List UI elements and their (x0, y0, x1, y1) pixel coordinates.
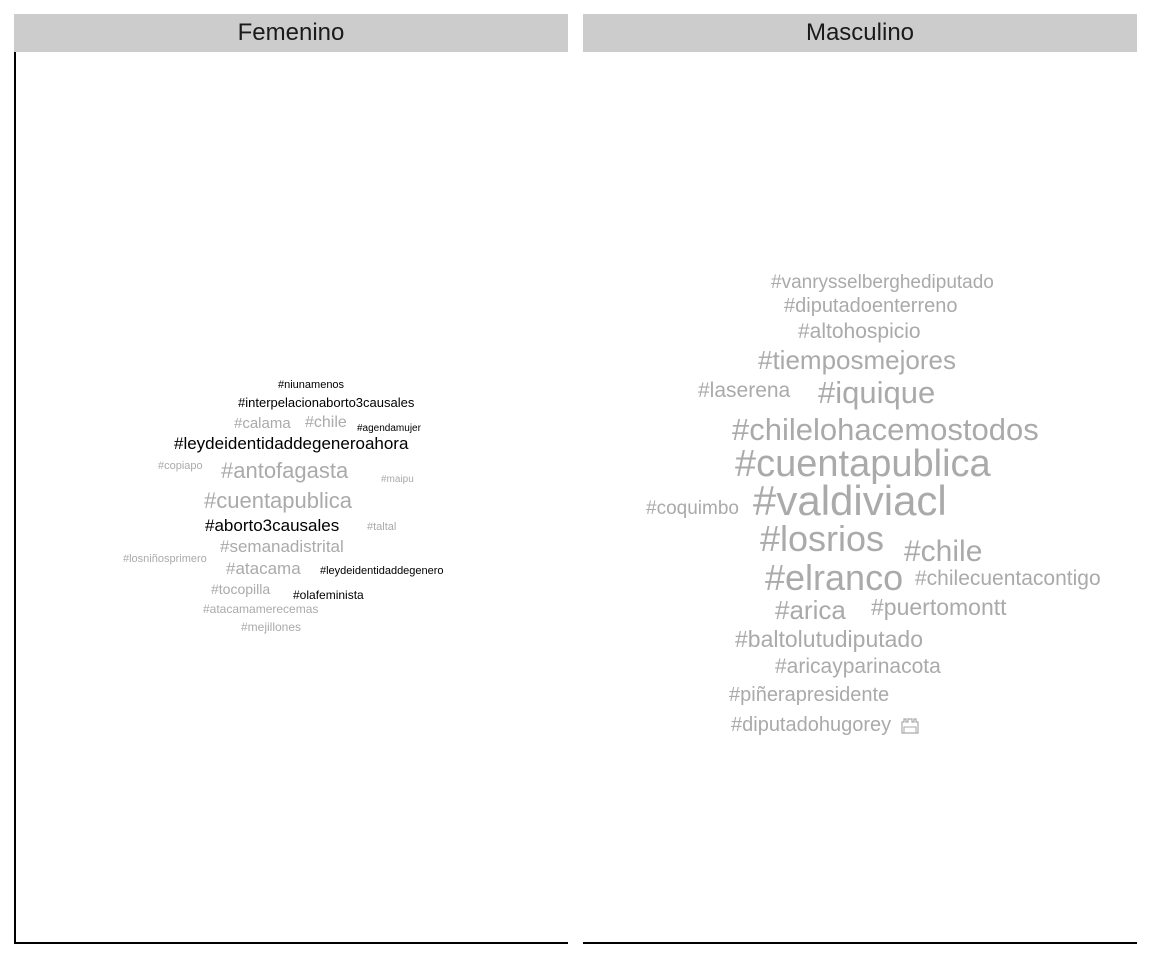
word-tiemposmejores: #tiemposmejores (758, 345, 956, 375)
word-elranco: #elranco (765, 557, 904, 598)
word-vanrysselberghediputado: #vanrysselberghediputado (771, 272, 994, 293)
word-pi-erapresidente: #piñerapresidente (729, 684, 890, 706)
word-semanadistrital: #semanadistrital (220, 537, 344, 556)
castle-icon (901, 718, 919, 739)
word-aricayparinacota: #aricayparinacota (775, 655, 941, 678)
panel-left-border (14, 52, 16, 944)
word-diputadoenterreno: #diputadoenterreno (784, 295, 958, 317)
wordcloud-panel-masculino (583, 52, 1137, 944)
word-cuentapublica: #cuentapublica (204, 488, 353, 513)
word-agendamujer: #agendamujer (357, 423, 421, 434)
word-baltolutudiputado: #baltolutudiputado (735, 626, 923, 652)
word-laserena: #laserena (698, 379, 791, 402)
word-antofagasta: #antofagasta (221, 458, 349, 483)
word-taltal: #taltal (367, 521, 397, 533)
word-leydeidentidaddegeneroahora: #leydeidentidaddegeneroahora (174, 434, 409, 453)
word-atacamamerecemas: #atacamamerecemas (203, 602, 319, 616)
facet-strip-femenino (14, 14, 568, 52)
facet-strip-masculino (583, 14, 1137, 52)
word-calama: #calama (234, 415, 291, 432)
word-niunamenos: #niunamenos (278, 379, 345, 391)
word-interpelacionaborto3causales: #interpelacionaborto3causales (238, 395, 415, 410)
word-maipu: #maipu (381, 474, 414, 485)
word-tocopilla: #tocopilla (211, 581, 271, 597)
facet-title-femenino: Femenino (237, 19, 345, 46)
word-olafeminista: #olafeminista (293, 588, 364, 602)
word-losrios: #losrios (760, 518, 885, 559)
word-valdiviacl: #valdiviacl (753, 477, 947, 524)
word-chilelohacemostodos: #chilelohacemostodos (732, 412, 1039, 447)
word-mejillones: #mejillones (241, 620, 302, 634)
word-leydeidentidaddegenero: #leydeidentidaddegenero (320, 565, 444, 577)
word-altohospicio: #altohospicio (798, 320, 921, 343)
word-puertomontt: #puertomontt (871, 594, 1007, 620)
facet-title-masculino: Masculino (805, 19, 915, 46)
word-losni-osprimero: #losniñosprimero (123, 553, 207, 565)
word-cuentapublica: #cuentapublica (735, 443, 991, 485)
word-copiapo: #copiapo (158, 460, 203, 472)
word-arica: #arica (775, 595, 846, 625)
word-coquimbo: #coquimbo (646, 498, 739, 519)
word-aborto3causales: #aborto3causales (205, 516, 340, 535)
wordcloud-panel-femenino (14, 52, 568, 944)
word-diputadohugorey: #diputadohugorey (731, 714, 892, 736)
word-chilecuentacontigo: #chilecuentacontigo (915, 567, 1101, 590)
panel-bottom-border (583, 942, 1137, 944)
word-iquique: #iquique (818, 375, 936, 410)
word-chile: #chile (904, 535, 983, 568)
word-chile: #chile (305, 414, 347, 431)
panel-bottom-border (14, 942, 568, 944)
word-atacama: #atacama (226, 559, 301, 578)
